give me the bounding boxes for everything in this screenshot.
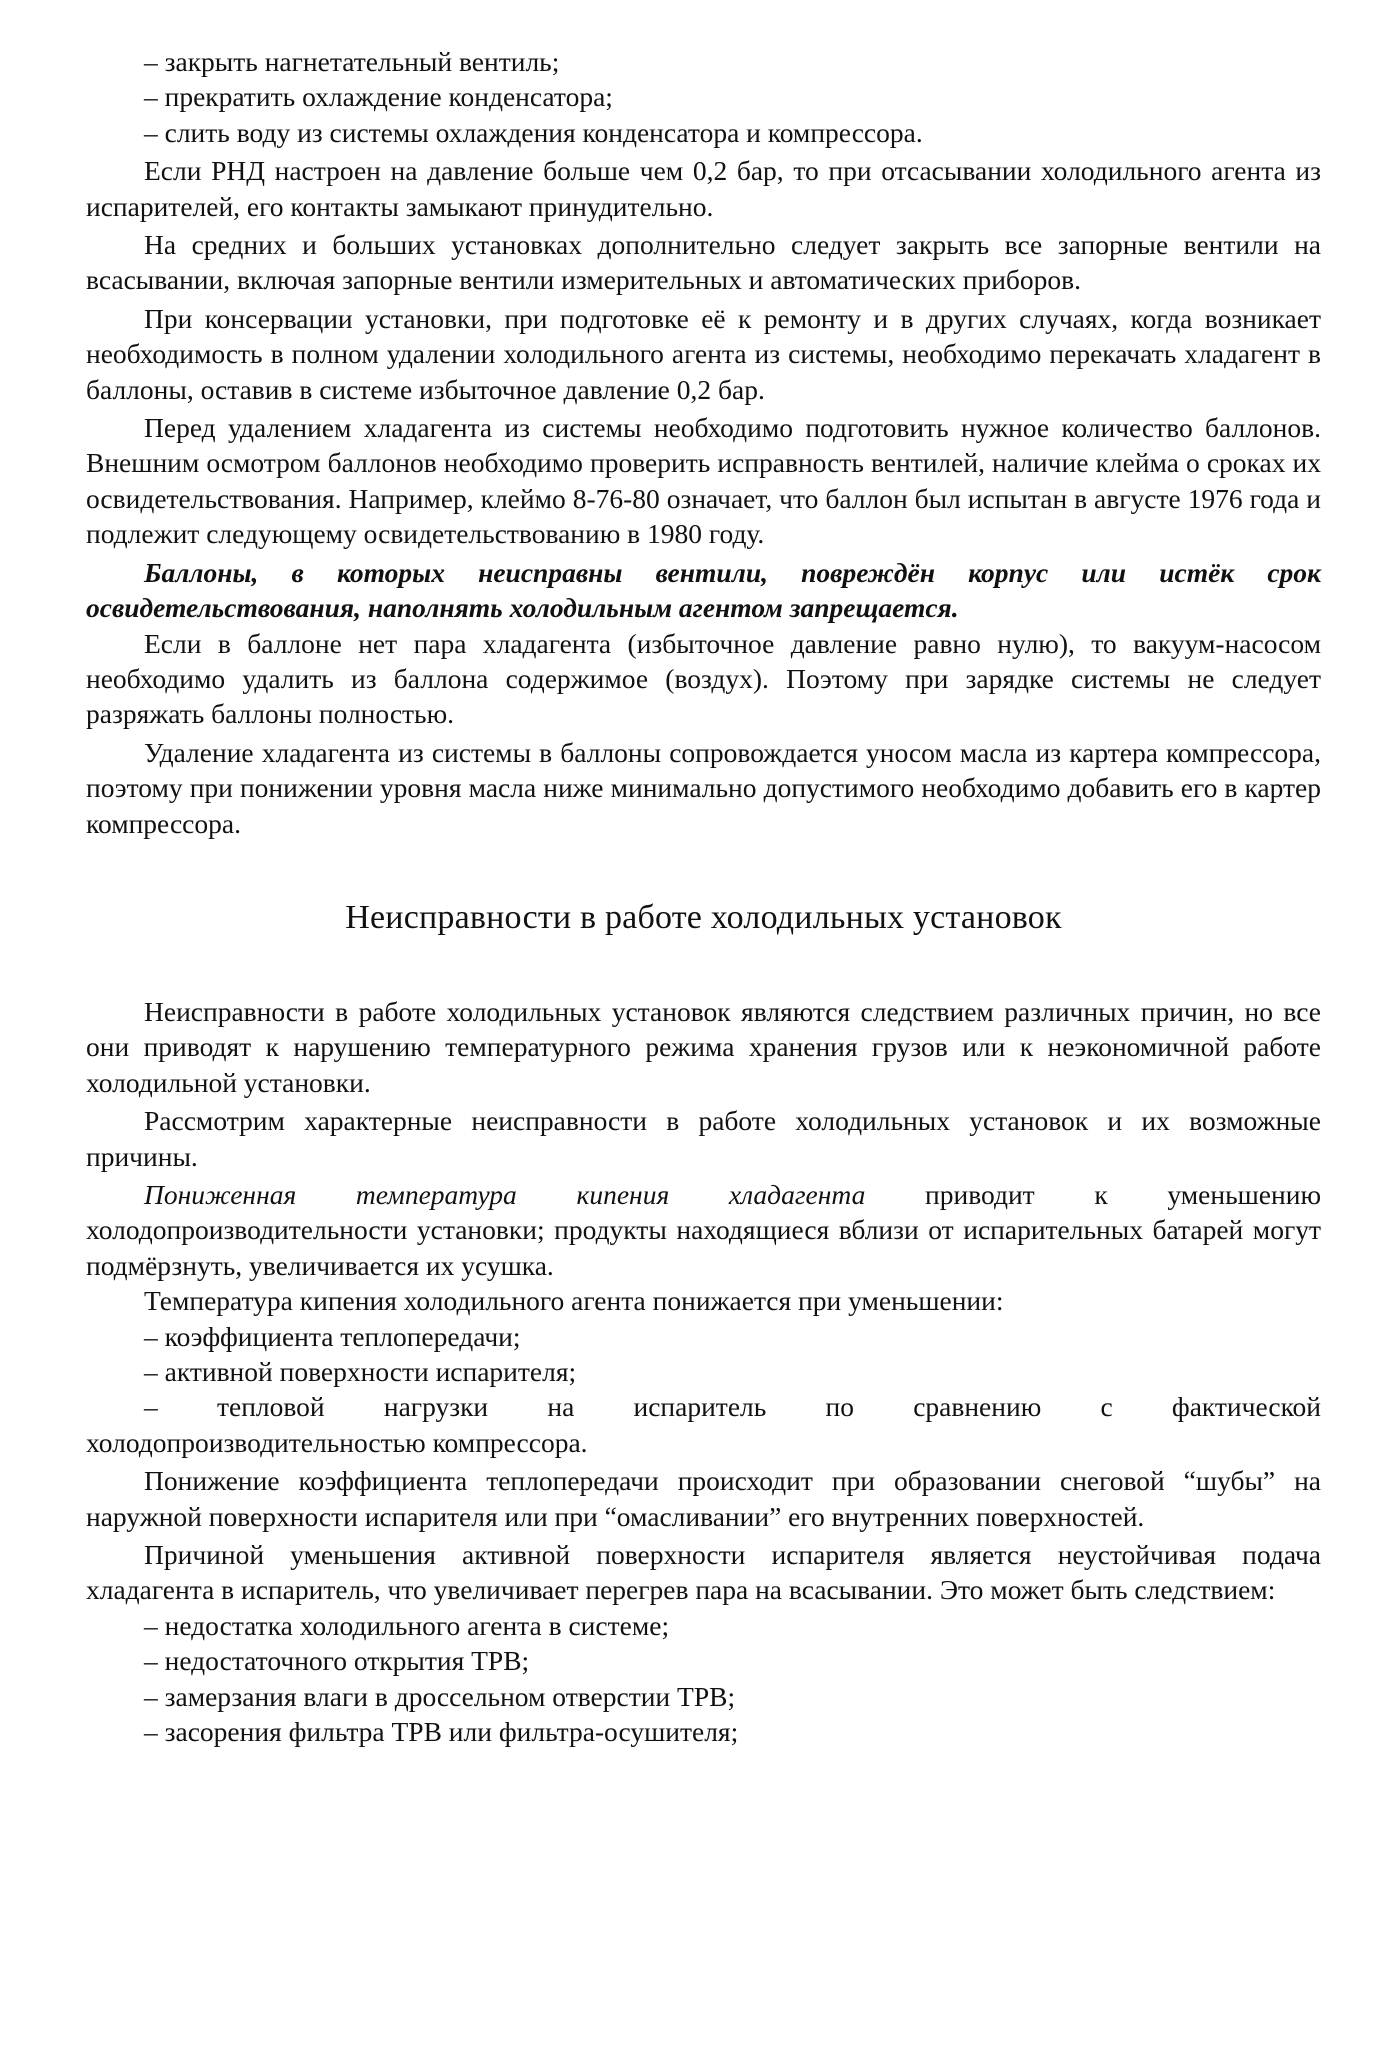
list-item: – засорения фильтра ТРВ или фильтра-осушителя; bbox=[144, 1716, 739, 1748]
list-item: – прекратить охлаждение конденсатора; bbox=[144, 81, 613, 113]
paragraph: Рассмотрим характерные неисправности в работе холодильных установок и их возможные причины. bbox=[86, 1105, 1321, 1172]
paragraph: Неисправности в работе холодильных установок являются следствием различных причин, но все они приводят к нарушению температурного режима хранения грузов или к неэкономичной работе холодильной установки. bbox=[86, 995, 1321, 1098]
list-item: – закрыть нагнетательный вентиль; bbox=[144, 46, 560, 77]
emphasized-term: Пониженная температура кипения хладагента bbox=[144, 1178, 866, 1210]
cause-list bbox=[86, 1608, 1321, 1750]
document-page bbox=[86, 44, 1321, 1749]
paragraph: На средних и больших установках дополнительно следует закрыть все запорные вентили на всасывании, включая запорные вентили измерительных и автоматических приборов. bbox=[86, 229, 1321, 296]
list-item: – слить воду из системы охлаждения конденсатора и компрессора. bbox=[144, 116, 923, 148]
paragraph: Понижение коэффициента теплопередачи происходит при образовании снеговой “шубы” на наружной поверхности испарителя или при “омасливании” его внутренних поверхностей. bbox=[86, 1465, 1321, 1532]
paragraph: Удаление хладагента из системы в баллоны сопровождается уносом масла из картера компрессора, поэтому при понижении уровня масла ниже минимально допустимого необходимо добавить его в картер компрессора. bbox=[86, 736, 1321, 839]
paragraph: При консервации установки, при подготовке её к ремонту и в других случаях, когда возникает необходимость в полном удалении холодильного агента из системы, необходимо перекачать хладагент в баллоны, оставив в системе избыточное давление 0,2 бар. bbox=[86, 302, 1321, 405]
section-title: Неисправности в работе холодильных установок bbox=[345, 898, 1062, 936]
paragraph-low-boiling bbox=[86, 1177, 1321, 1283]
paragraph: Температура кипения холодильного агента понижается при уменьшении: bbox=[144, 1285, 1004, 1317]
list-item: – активной поверхности испарителя; bbox=[144, 1356, 577, 1387]
warning-paragraph: Баллоны, в которых неисправны вентили, повреждён корпус или истёк срок освидетельствования, наполнять холодильным агентом запрещается. bbox=[86, 556, 1321, 624]
paragraph: Перед удалением хладагента из системы необходимо подготовить нужное количество баллонов. Внешним осмотром баллонов необходимо проверить исправность вентилей, наличие клейма о сроках их освидетельствования. Например, клеймо 8-76-80 означает, что баллон был испытан в августе 1976 года и подлежит следующему освидетельствованию в 1980 году. bbox=[86, 412, 1321, 550]
list-item: – недостаточного открытия ТРВ; bbox=[144, 1645, 530, 1677]
list-item-continuation: холодопроизводительностью компрессора. bbox=[86, 1426, 588, 1458]
paragraph: Если в баллоне нет пара хладагента (избыточное давление равно нулю), то вакуум-насосом необходимо удалить из баллона содержимое (воздух). Поэтому при зарядке системы не следует разряжать баллоны полностью. bbox=[86, 627, 1321, 730]
list-item: – коэффициента теплопередачи; bbox=[144, 1320, 521, 1352]
list-item: – замерзания влаги в дроссельном отверстии ТРВ; bbox=[144, 1680, 736, 1712]
paragraph: Если РНД настроен на давление больше чем 0,2 бар, то при отсасывании холодильного агента из испарителей, его контакты замыкают принудительно. bbox=[86, 155, 1321, 222]
list-item: – недостатка холодильного агента в системе; bbox=[144, 1609, 670, 1641]
paragraph: Причиной уменьшения активной поверхности испарителя является неустойчивая подача хладагента в испаритель, что увеличивает перегрев пара на всасывании. Это может быть следствием: bbox=[86, 1539, 1321, 1606]
list-item: – тепловой нагрузки на испаритель по сравнению с фактической bbox=[144, 1391, 1321, 1423]
paragraph-text: приводит к уменьшению холодопроизводительности установки; продукты находящиеся вблизи от испарительных батарей могут подмёрзнуть, увеличивается их усушка. bbox=[86, 1178, 1321, 1281]
